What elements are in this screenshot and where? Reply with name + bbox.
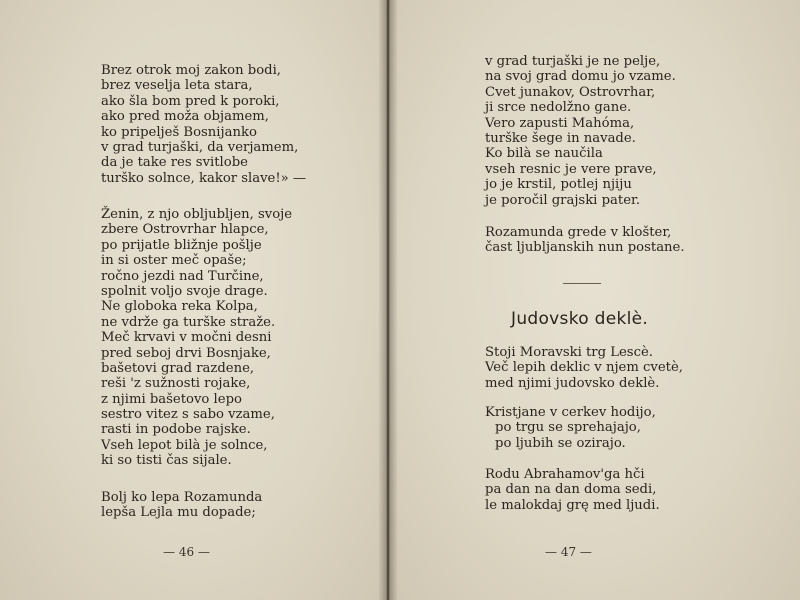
poem-line: Bolj ko lepa Rozamunda — [101, 490, 263, 505]
poem-line: sestro vitez s sabo vzame, — [101, 407, 275, 423]
poem-line: Rodu Abrahamov'ga hči — [485, 467, 645, 482]
poem-line: ki so tisti čas sijale. — [101, 453, 232, 469]
poem-line: jo je krstil, potlej njiju — [485, 177, 632, 193]
poem-line: turško solnce, kakor slave!» — — [101, 170, 307, 186]
poem-line: Kristjane v cerkev hodijo, — [485, 405, 656, 420]
poem-line: Rozamunda grede v klošter, — [485, 225, 672, 240]
poem-line: na svoj grad domu jo vzame. — [485, 69, 676, 85]
poem-title: Judovsko deklè. — [511, 309, 649, 329]
poem-line: po trgu se sprehajajo, — [495, 420, 641, 436]
poem-line: bašetovi grad razdene, — [101, 360, 255, 376]
poem-line: ne vdrže ga turške straže. — [101, 314, 276, 330]
poem-line: med njimi judovsko deklè. — [485, 375, 660, 391]
poem-line: spolnit voljo svoje drage. — [101, 283, 268, 299]
poem-line: da je take res svitlobe — [101, 155, 248, 171]
poem-line: je poročil grajski pater. — [485, 192, 641, 208]
poem-line: Stoji Moravski trg Lescè. — [485, 345, 653, 360]
poem-line: Ne globoka reka Kolpa, — [101, 299, 258, 315]
poem-line: pa dan na dan doma sedi, — [485, 482, 657, 498]
left-stanza-2 — [101, 207, 292, 469]
left-stanza-1 — [101, 63, 306, 186]
poem-line: Meč krvavi v močni desni — [101, 330, 272, 346]
poem-line: Ko bilà se naučila — [485, 146, 603, 162]
book-gutter — [378, 0, 398, 600]
poem-line: v grad turjaški, da verjamem, — [101, 139, 299, 155]
poem-line: po ljubih se ozirajo. — [495, 435, 626, 451]
right-stanza-1 — [485, 54, 676, 208]
poem-line: vseh resnic je vere prave, — [485, 161, 657, 177]
poem-line: v grad turjaški je ne pelje, — [485, 54, 661, 69]
poem-line: turške šege in navade. — [485, 130, 636, 146]
poem-line: Več lepih deklic v njem cvetè, — [485, 360, 683, 376]
section-divider — [563, 283, 601, 284]
poem-line: Vero zapusti Mahóma, — [485, 115, 635, 131]
poem-line: ji srce nedolžno gane. — [485, 100, 632, 116]
poem-line: pred seboj drvi Bosnjake, — [101, 345, 271, 361]
poem-line: ako pred moža objamem, — [101, 109, 269, 125]
poem-line: ročno jezdi nad Turčine, — [101, 268, 264, 284]
page-number-left: — 46 — — [163, 545, 210, 559]
poem-stanza-1 — [485, 345, 683, 391]
poem-line: z njimi bašetovo lepo — [101, 391, 242, 407]
poem-stanza-3 — [485, 467, 660, 513]
poem-line: ako šla bom pred k poroki, — [101, 93, 280, 109]
poem-line: Cvet junakov, Ostrovrhar, — [485, 84, 656, 100]
poem-stanza-2 — [485, 405, 656, 451]
poem-line: rasti in podobe rajske. — [101, 422, 251, 438]
poem-line: in si oster meč opaše; — [101, 253, 247, 269]
right-stanza-2 — [485, 225, 685, 256]
poem-line: ko pripelješ Bosnijanko — [101, 124, 257, 140]
poem-line: lepša Lejla mu dopade; — [101, 505, 256, 521]
poem-line: reši 'z sužnosti rojake, — [101, 376, 251, 392]
poem-line: Ženin, z njo obljubljen, svoje — [101, 207, 293, 222]
poem-line: Brez otrok moj zakon bodi, — [101, 63, 281, 78]
poem-line: le malokdaj grę med ljudi. — [485, 497, 660, 513]
poem-line: brez veselja leta stara, — [101, 78, 253, 94]
left-stanza-3 — [101, 490, 262, 521]
poem-line: Vseh lepot bilà je solnce, — [101, 437, 268, 453]
poem-line: zbere Ostrovrhar hlapce, — [101, 222, 269, 238]
poem-line: čast ljubljanskih nun postane. — [485, 240, 685, 256]
page-number-right: — 47 — — [545, 545, 592, 559]
poem-line: po prijatle bližnje pošlje — [101, 237, 262, 253]
